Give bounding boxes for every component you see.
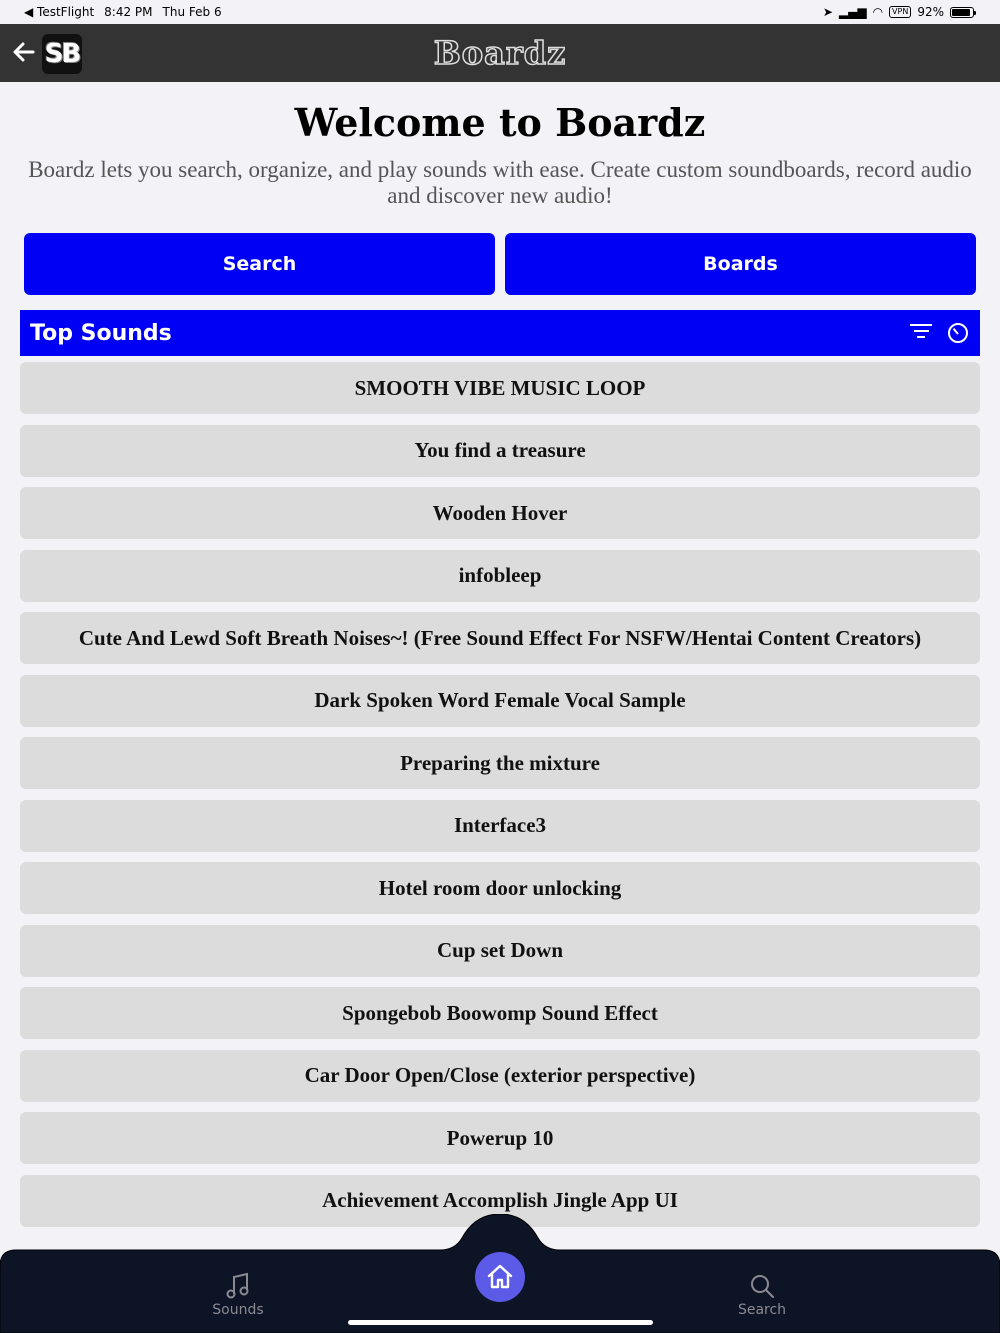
sound-list-item[interactable]: Preparing the mixture [20,737,980,789]
status-time: 8:42 PM [104,5,153,19]
filter-icon[interactable] [910,324,932,342]
home-button[interactable] [475,1252,525,1302]
status-date: Thu Feb 6 [162,5,222,19]
sound-list-item[interactable]: Cup set Down [20,925,980,977]
search-button[interactable]: Search [24,233,495,295]
vpn-badge: VPN [889,6,911,18]
welcome-title: Welcome to Boardz [294,100,706,145]
sound-list-item[interactable]: Interface3 [20,800,980,852]
home-indicator [348,1320,653,1325]
search-icon [748,1272,776,1300]
tab-sounds[interactable] [198,1272,278,1318]
sound-list-item[interactable]: SMOOTH VIBE MUSIC LOOP [20,362,980,414]
tab-sounds-label: Sounds [212,1302,264,1318]
sound-list-item[interactable]: Hotel room door unlocking [20,862,980,914]
music-note-icon [225,1272,251,1300]
sb-logo[interactable]: SB [42,34,82,74]
home-icon [485,1262,515,1292]
welcome-description: Boardz lets you search, organize, and play sounds with ease. Create custom soundboards, record audio and discover new audio! [28,157,972,208]
back-to-app-link[interactable]: ◀ TestFlight [24,5,95,19]
sound-list-item[interactable]: infobleep [20,550,980,602]
battery-icon [950,7,974,18]
signal-icon: ▂▄▆ [838,5,867,19]
location-icon: ➤ [822,5,833,19]
sound-list-item[interactable]: Wooden Hover [20,487,980,539]
sound-list [20,362,980,1237]
boards-button[interactable]: Boards [505,233,976,295]
tab-search-label: Search [737,1302,787,1318]
section-title: Top Sounds [30,320,172,346]
top-sounds-header [20,310,980,356]
sound-list-item[interactable]: Dark Spoken Word Female Vocal Sample [20,675,980,727]
main-actions [24,233,976,295]
sound-list-item[interactable]: Powerup 10 [20,1112,980,1164]
battery-percent: 92% [917,5,944,19]
wifi-icon: ◠ [872,5,884,19]
brand-logo: Boardz [433,34,567,72]
timer-icon[interactable] [948,323,968,343]
sound-list-item[interactable]: Achievement Accomplish Jingle App UI [20,1175,980,1227]
sound-list-item[interactable]: Car Door Open/Close (exterior perspective) [20,1050,980,1102]
navigation-bar [0,24,1000,82]
tab-bar [0,1250,1000,1333]
sound-list-item[interactable]: Cute And Lewd Soft Breath Noises~! (Free Sound Effect For NSFW/Hentai Content Creators) [20,612,980,664]
status-bar [0,0,1000,24]
tab-search[interactable] [722,1272,802,1318]
sound-list-item[interactable]: You find a treasure [20,425,980,477]
sound-list-item[interactable]: Spongebob Boowomp Sound Effect [20,987,980,1039]
